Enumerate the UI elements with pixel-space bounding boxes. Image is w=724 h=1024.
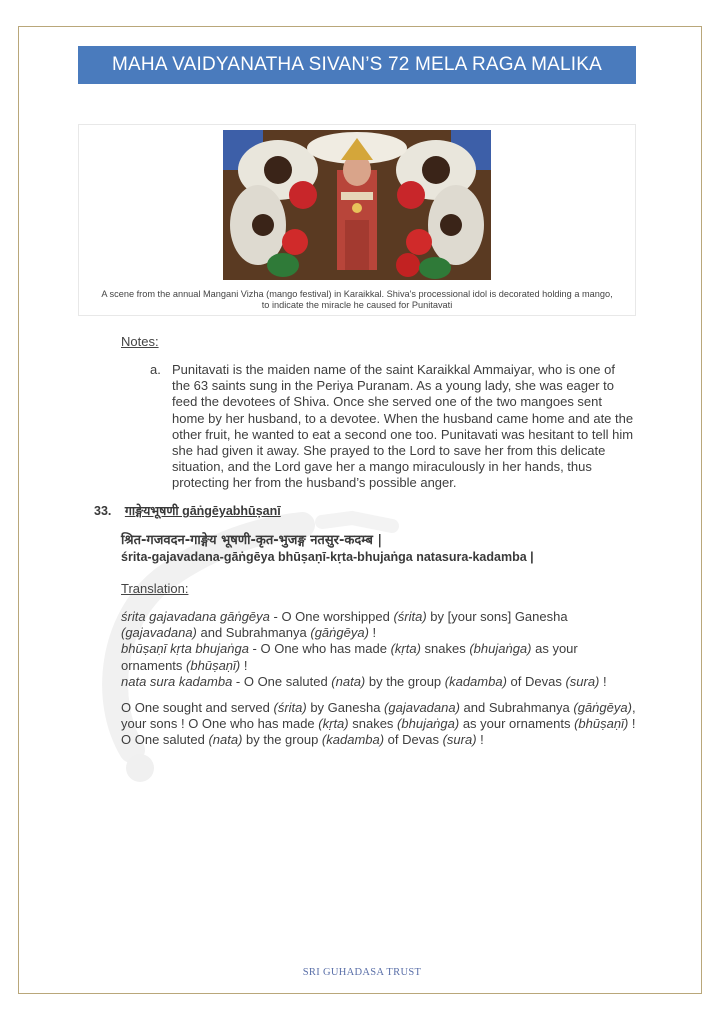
word-meanings xyxy=(121,609,637,690)
festival-photo xyxy=(223,130,491,280)
translation-text: by Ganesha xyxy=(306,700,385,715)
term: (śrita) xyxy=(393,609,427,624)
term: (gajavadana) xyxy=(121,625,197,641)
term: (bhujaṅga) xyxy=(469,641,532,657)
translation-text: snakes xyxy=(348,716,398,732)
meaning-text: ! xyxy=(240,657,248,673)
page-title: MAHA VAIDYANATHA SIVAN’S 72 MELA RAGA MALIKA xyxy=(78,46,636,84)
word-meaning-line xyxy=(121,609,637,641)
meaning-text: ! xyxy=(599,673,607,689)
term: (bhūṣaṇī) xyxy=(186,657,241,673)
notes-heading: Notes: xyxy=(121,334,159,349)
term: (śrita) xyxy=(273,700,307,715)
meaning-text: - O One who has made xyxy=(248,641,391,657)
full-translation-text xyxy=(121,700,637,749)
verse-transliteration: śrita-gajavadana-gāṅgēya bhūṣaṇī-kṛta-bhujaṅga natasura-kadamba | xyxy=(121,550,534,564)
raga-name: गाङ्गेयभूषणी gāṅgēyabhūṣanī xyxy=(124,504,281,518)
full-translation xyxy=(121,700,637,749)
term: (kadamba) xyxy=(321,732,385,748)
footer-trust-name: SRI GUHADASA TRUST xyxy=(302,967,422,978)
term: bhūṣaṇī kṛta bhujaṅga xyxy=(121,641,249,657)
translation-text: and Subrahmanya xyxy=(459,700,574,715)
term: (gajavadana) xyxy=(384,700,460,715)
term: (kṛta) xyxy=(390,641,421,657)
term: (kṛta) xyxy=(318,716,349,732)
figure xyxy=(78,124,636,316)
meaning-text: by [your sons] Ganesha xyxy=(426,609,568,624)
term: śrita gajavadana gāṅgēya xyxy=(121,609,270,624)
term: (nata) xyxy=(208,732,243,748)
translation-text: of Devas xyxy=(384,732,443,748)
translation-text: ! O One saluted xyxy=(121,716,636,748)
term: (nata) xyxy=(331,673,366,689)
meaning-text: snakes xyxy=(420,641,470,657)
term: (kadamba) xyxy=(444,673,507,689)
meaning-text: - O One saluted xyxy=(232,673,332,689)
term: (gāṅgēya) xyxy=(310,625,369,641)
note-marker: a. xyxy=(150,362,161,377)
meaning-text: - O One worshipped xyxy=(269,609,394,624)
term: (bhujaṅga) xyxy=(397,716,460,732)
word-meaning-line xyxy=(121,674,637,690)
translation-text: as your ornaments xyxy=(459,716,575,732)
term: (bhūṣaṇī) xyxy=(574,716,629,732)
verse-devanagari: श्रित-गजवदन-गाङ्गेय भूषणी-कृत-भुजङ्ग नतसुर-कदम्ब | xyxy=(121,533,383,548)
meaning-text: as your ornaments xyxy=(121,641,578,673)
term: (sura) xyxy=(565,673,600,689)
caption-line-2: to indicate the miracle he caused for Punitavati xyxy=(261,300,453,310)
raga-number: 33. xyxy=(94,504,112,518)
term: (sura) xyxy=(442,732,477,748)
caption-line-1: A scene from the annual Mangani Vizha (mango festival) in Karaikkal. Shiva's processional idol is decorated holding a mango, xyxy=(101,289,613,299)
meaning-text: by the group xyxy=(365,673,445,689)
meaning-text: ! xyxy=(368,625,377,641)
translation-text: , your sons ! O One who has made xyxy=(121,700,636,732)
photo-caption xyxy=(79,289,635,311)
meaning-text: of Devas xyxy=(506,673,566,689)
translation-text: by the group xyxy=(242,732,322,748)
term: nata sura kadamba xyxy=(121,673,233,689)
translation-text: O One sought and served xyxy=(121,700,274,715)
translation-heading: Translation: xyxy=(121,581,189,596)
meaning-text: and Subrahmanya xyxy=(196,625,311,641)
word-meaning-line xyxy=(121,641,637,673)
translation-text: ! xyxy=(476,732,484,748)
note-text: Punitavati is the maiden name of the saint Karaikkal Ammaiyar, who is one of the 63 saints sung in the Periya Puranam. As a young lady, she was eager to feed the devotees of Shiva. Once she served one of the two mangoes sent home by her husband, to a devotee. When the husband came home and ate the other fruit, he wanted to eat a second one too. Punitavati was hesitant to tell him she had given it away. She prayed to the Lord to save her from this delicate situation, and the Lord gave her a mango miraculously in her hands, thus protecting her from the husband’s possible anger. xyxy=(172,362,634,491)
term: (gāṅgēya) xyxy=(573,700,632,715)
note-item xyxy=(150,362,636,492)
raga-heading xyxy=(94,502,281,519)
